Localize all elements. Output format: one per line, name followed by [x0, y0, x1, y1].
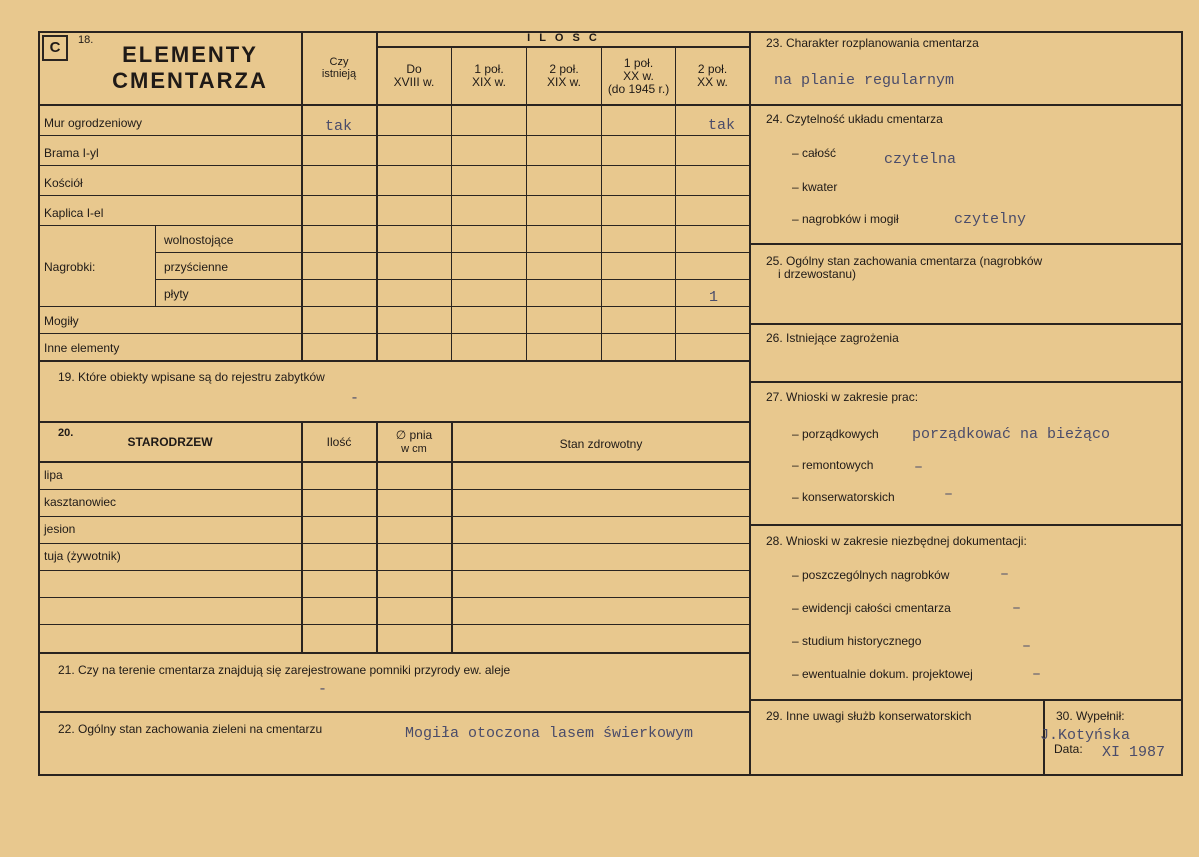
table-line [749, 524, 1183, 526]
list-item: – konserwatorskich [792, 490, 895, 504]
period-header: XX w. [623, 69, 654, 83]
typed-value: Mogiła otoczona lasem świerkowym [405, 725, 694, 742]
table-line [377, 46, 750, 48]
typed-value: – [1032, 666, 1042, 683]
section-number: 18. [78, 34, 94, 46]
typed-value: na planie regularnym [774, 72, 955, 89]
frame-line [38, 774, 750, 776]
row-label: Kościół [44, 176, 83, 190]
period-header: XVIII w. [393, 75, 435, 89]
list-item: – porządkowych [792, 427, 879, 441]
section-number: 20. [58, 427, 74, 439]
table-line [749, 381, 1183, 383]
table-line [38, 306, 750, 307]
section-26-label: 26. Istniejące zagrożenia [766, 331, 899, 345]
period-header: 2 poł. [549, 62, 579, 76]
table-line [155, 252, 750, 253]
tree-label: kasztanowiec [44, 495, 117, 509]
table-line [675, 46, 676, 361]
row-label: Brama I-yl [44, 146, 99, 160]
list-item: – kwater [792, 180, 838, 194]
frame-line [749, 31, 751, 776]
table-line [38, 104, 750, 106]
table-line [38, 516, 750, 517]
table-line [38, 360, 750, 362]
table-line [155, 279, 750, 280]
period-header: XIX w. [471, 75, 506, 89]
table-line [38, 543, 750, 544]
col-header: Stan zdrowotny [559, 437, 643, 451]
typed-value: 1 [709, 289, 719, 306]
frame-line [38, 31, 40, 776]
table-line [749, 699, 1183, 701]
typed-value: - [350, 390, 360, 407]
period-header: 2 poł. [697, 62, 728, 76]
typed-value: – [1012, 600, 1022, 617]
typed-value: – [1000, 566, 1010, 583]
table-line [38, 652, 750, 654]
typed-value: - [318, 681, 328, 698]
section-30-label: 30. Wypełnił: [1056, 709, 1125, 723]
date-label: Data: [1054, 742, 1083, 756]
tree-label: tuja (żywotnik) [44, 549, 121, 563]
list-item: – ewidencji całości cmentarza [792, 601, 951, 615]
row-label: wolnostojące [164, 233, 234, 247]
table-line [38, 165, 750, 166]
period-header: XX w. [697, 75, 728, 89]
table-line [38, 135, 750, 136]
section-title: CMENTARZA [112, 68, 268, 93]
row-label-nagrobki: Nagrobki: [44, 260, 96, 274]
section-21-label: 21. Czy na terenie cmentarza znajdują się zarejestrowane pomniki przyrody ew. aleje [58, 663, 511, 677]
table-line [451, 46, 452, 361]
row-label: Mogiły [44, 314, 79, 328]
table-line [38, 421, 750, 423]
table-line [376, 421, 378, 653]
row-label: Kaplica I-el [44, 206, 104, 220]
typed-value: – [944, 486, 954, 503]
typed-value: czytelna [884, 151, 957, 168]
row-label: płyty [164, 287, 189, 301]
section-25-label: i drzewostanu) [778, 267, 857, 281]
card-letter: C [42, 35, 68, 61]
period-header: Do [406, 62, 422, 76]
table-line [38, 333, 750, 334]
section-28-label: 28. Wnioski w zakresie niezbędnej dokumentacji: [766, 534, 1027, 548]
list-item: – ewentualnie dokum. projektowej [792, 667, 973, 681]
section-24-label: 24. Czytelność układu cmentarza [766, 112, 943, 126]
typed-value: tak [708, 117, 736, 134]
col-header-quantity: I L O Ś Ć [527, 32, 600, 44]
list-item: – remontowych [792, 458, 874, 472]
frame-line [749, 774, 1183, 776]
col-header: w cm [401, 443, 427, 455]
period-header: 1 poł. [474, 62, 504, 76]
frame-line [1181, 31, 1183, 776]
typed-value: – [914, 459, 924, 476]
col-header: Ilość [326, 435, 352, 449]
table-line [526, 46, 527, 361]
list-item: – poszczególnych nagrobków [792, 568, 950, 582]
typed-value: tak [325, 118, 353, 135]
list-item: – studium historycznego [792, 634, 922, 648]
table-line [749, 243, 1183, 245]
section-29-label: 29. Inne uwagi służb konserwatorskich [766, 709, 972, 723]
table-line [749, 104, 1183, 106]
section-23-label: 23. Charakter rozplanowania cmentarza [766, 36, 979, 50]
col-header: ∅ pnia [395, 428, 433, 442]
period-header: XIX w. [546, 75, 581, 89]
table-line [155, 225, 156, 306]
list-item: – całość [792, 146, 837, 160]
table-line [38, 461, 750, 463]
table-line [38, 597, 750, 598]
row-label: Inne elementy [44, 341, 120, 355]
section-19-label: 19. Które obiekty wpisane są do rejestru zabytków [58, 370, 325, 384]
row-label: Mur ogrodzeniowy [44, 116, 143, 130]
section-22-label: 22. Ogólny stan zachowania zieleni na cmentarzu [58, 722, 323, 736]
list-item: – nagrobków i mogił [792, 212, 899, 226]
table-line [749, 323, 1183, 325]
typed-value: XI 1987 [1102, 744, 1166, 761]
row-label: przyścienne [164, 260, 229, 274]
tree-label: lipa [44, 468, 63, 482]
table-line [38, 489, 750, 490]
table-line [38, 624, 750, 625]
frame-line [749, 31, 1183, 33]
table-line [301, 421, 303, 653]
typed-value: porządkować na bieżąco [912, 426, 1111, 443]
typed-value: J.Kotyńska [1040, 727, 1131, 744]
table-line [38, 195, 750, 196]
tree-label: jesion [44, 522, 76, 536]
typed-value: czytelny [954, 211, 1027, 228]
section-title: STARODRZEW [127, 435, 213, 449]
table-line [38, 570, 750, 571]
table-line [451, 421, 453, 653]
col-header-exists: Czy [329, 56, 349, 68]
table-line [301, 31, 303, 361]
section-title: ELEMENTY [122, 42, 258, 67]
period-header: (do 1945 r.) [607, 82, 670, 96]
table-line [38, 711, 750, 713]
table-line [38, 225, 750, 226]
section-25-label: 25. Ogólny stan zachowania cmentarza (nagrobków [766, 254, 1043, 268]
section-27-label: 27. Wnioski w zakresie prac: [766, 390, 919, 404]
col-header-exists: istnieją [321, 68, 357, 80]
period-header: 1 poł. [623, 56, 654, 70]
typed-value: – [1022, 638, 1032, 655]
